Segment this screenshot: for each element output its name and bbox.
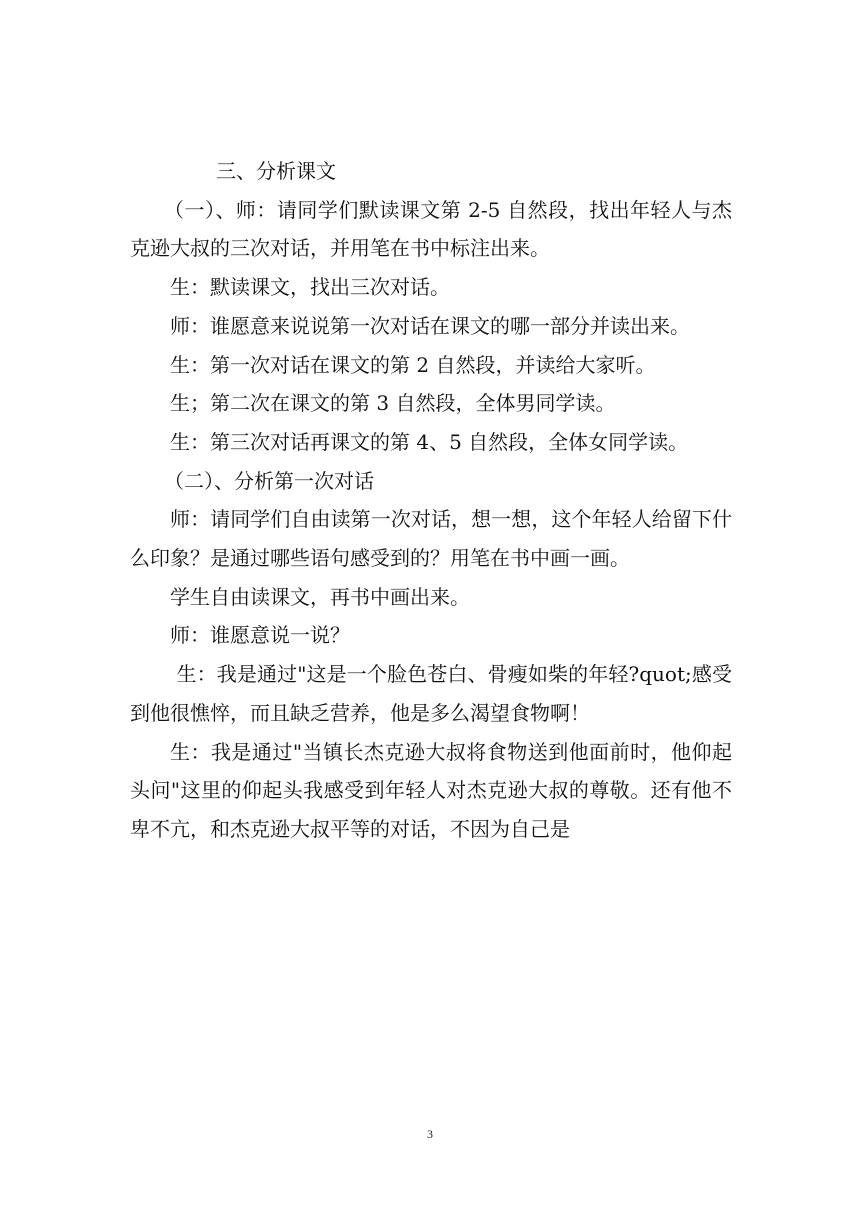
page-number: 3 [427,1127,433,1141]
document-body [130,152,732,849]
section-heading: 三、分析课文 [216,159,336,183]
paragraph: 生：我是通过"当镇长杰克逊大叔将食物送到他面前时，他仰起头问"这里的仰起头我感受到年轻人对杰克逊大叔的尊敬。还有他不卑不亢，和杰克逊大叔平等的对话，不因为自己是 [130,739,732,841]
paragraph: 师：请同学们自由读第一次对话，想一想，这个年轻人给留下什么印象？是通过哪些语句感受到的？用笔在书中画一画。 [130,507,732,571]
paragraph: 学生自由读课文，再书中画出来。 [170,584,470,609]
paragraph: 生：我是通过"这是一个脸色苍白、骨瘦如柴的年轻?quot;感受到他很憔悴，而且缺乏营养，他是多么渴望食物啊！ [130,662,733,725]
subsection-heading: （二）、分析第一次对话 [164,468,374,493]
paragraph: 生：第一次对话在课文的第 2 自然段，并读给大家听。 [170,352,656,377]
paragraph: 生：默读课文，找出三次对话。 [170,275,450,300]
paragraph: （一）、师：请同学们默读课文第 2-5 自然段，找出年轻人与杰克逊大叔的三次对话，并用笔在书中标注出来。 [130,197,732,261]
paragraph: 师：谁愿意来说说第一次对话在课文的哪一部分并读出来。 [170,313,690,338]
paragraph: 生：第三次对话再课文的第 4、5 自然段，全体女同学读。 [170,429,689,454]
paragraph: 生；第二次在课文的第 3 自然段，全体男同学读。 [170,391,616,416]
paragraph: 师：谁愿意说一说？ [170,623,350,648]
